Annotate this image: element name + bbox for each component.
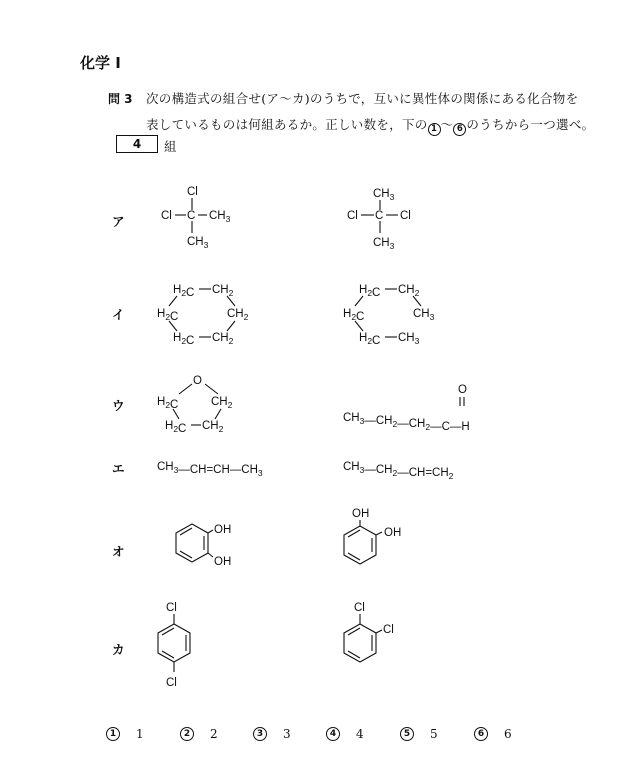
atom-bottom: $CH_3$ [187,236,209,250]
choice-4[interactable] [326,727,364,741]
atom-oh2: OH [214,556,232,568]
row-label-i: イ [112,307,125,322]
choice-value: 4 [356,727,364,741]
choice-range-tilde: 〜 [440,117,454,132]
atom-tr: $CH_2$ [212,284,234,298]
formula-u-left [155,372,255,442]
choice-value: 6 [504,727,512,741]
atom-bl: $H_2C$ [359,332,381,347]
atom-tr: $CH_2$ [398,284,420,298]
question-text-line2 [146,115,594,136]
question-text-line1: 次の構造式の組合せ(ア〜カ)のうちで，互いに異性体の関係にある化合物を [146,91,579,106]
choice-1[interactable] [106,727,144,741]
atom-mr: $CH_2$ [227,308,249,322]
atom-r: $CH_2$ [211,396,233,410]
atom-mr: $CH_3$ [413,308,435,322]
subject-title: 化学 I [80,54,121,72]
atom-left: Cl [161,210,172,222]
answer-box: 4 [116,135,158,153]
formula-a-left [155,183,245,253]
formula-e-right [343,455,503,481]
choice-mark: 3 [253,727,267,741]
formula-ka-right [336,600,436,680]
choice-mark: 6 [474,727,488,741]
atom-o: O [193,375,202,387]
atom-center: C [187,210,196,222]
atom-ml: $H_2C$ [343,308,365,323]
atom-cl2: Cl [166,677,177,689]
choice-2[interactable] [180,727,218,741]
atom-br: $CH_3$ [398,332,420,346]
row-label-u: ウ [112,398,125,413]
atom-right: $CH_3$ [209,210,231,224]
atom-o: O [458,384,467,396]
atom-br: $CH_2$ [202,420,224,434]
choice-range-start: 1 [428,123,441,136]
row-label-a: ア [112,214,125,229]
atom-cl2: Cl [383,624,394,636]
atom-br: $CH_2$ [212,332,234,346]
choice-mark: 1 [106,727,120,741]
atom-bl: $H_2C$ [173,332,195,347]
question-text-line2-b: のうちから一つ選べ。 [466,117,595,132]
choice-3[interactable] [253,727,291,741]
choice-mark: 2 [180,727,194,741]
question-text-line2-a: 表しているものは何組あるか。正しい数を，下の [146,117,428,132]
chain-text: $CH_3—CH_2—CH=CH_2$ [343,461,454,481]
formula-i-left [155,280,265,350]
atom-left: Cl [347,210,358,222]
choice-5[interactable] [400,727,438,741]
choice-6[interactable] [474,727,512,741]
formula-e-left [155,455,305,477]
atom-oh1: OH [352,508,370,520]
atom-l: $H_2C$ [157,396,179,411]
atom-cl1: Cl [166,602,177,614]
choice-value: 3 [283,727,291,741]
atom-cl1: Cl [354,602,365,614]
choice-value: 5 [430,727,438,741]
row-label-e: エ [112,461,125,476]
formula-i-right [343,280,453,350]
atom-bottom: $CH_3$ [373,237,395,251]
answer-suffix: 組 [164,139,177,154]
formula-a-right [343,183,433,253]
atom-tl: $H_2C$ [173,284,195,299]
row-label-o: オ [112,544,125,559]
question-number: 問 3 [108,92,133,106]
formula-u-right [343,380,503,433]
atom-oh2: OH [384,527,402,539]
atom-top: Cl [187,186,198,198]
chain-text: $CH_3—CH=CH—CH_3$ [157,461,263,478]
atom-center: C [375,210,384,222]
atom-top: $CH_3$ [373,188,395,202]
formula-o-left [150,515,260,585]
atom-right: Cl [400,210,411,222]
choice-range-end: 6 [453,123,466,136]
choice-mark: 4 [326,727,340,741]
atom-bl: $H_2C$ [165,420,187,435]
choice-value: 1 [136,727,144,741]
atom-ml: $H_2C$ [157,308,179,323]
atom-tl: $H_2C$ [359,284,381,299]
formula-o-right [336,505,446,575]
chain-text: $CH_3—CH_2—CH_2—C—H$ [343,412,470,433]
row-label-ka: カ [112,642,125,657]
formula-ka-left [150,600,230,700]
atom-oh1: OH [214,524,232,536]
choice-value: 2 [210,727,218,741]
choice-mark: 5 [400,727,414,741]
